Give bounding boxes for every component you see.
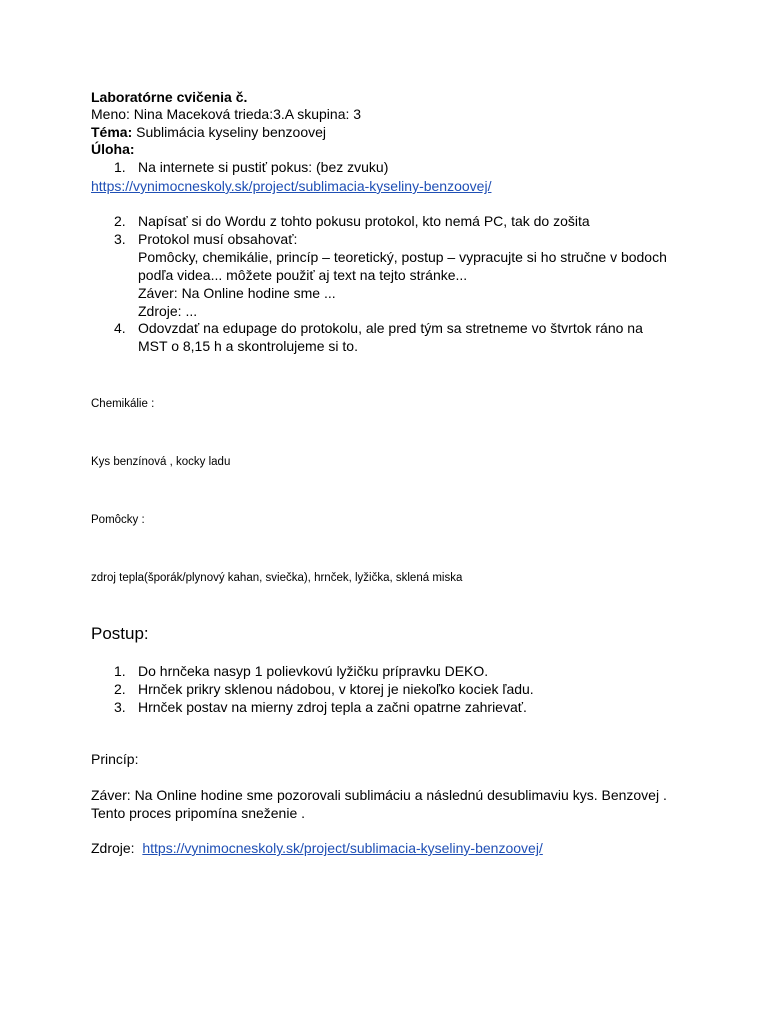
- sources-line: [91, 839, 543, 857]
- task-text: Zdroje: ...: [138, 303, 198, 319]
- topic-value: Sublimácia kyseliny benzoovej: [132, 124, 326, 140]
- task-number: 4.: [114, 320, 126, 336]
- conclusion-line: Záver: Na Online hodine sme pozorovali sublimáciu a následnú desublimaviu kys. Benzovej .: [91, 787, 667, 803]
- tools-value: zdroj tepla(šporák/plynový kahan, sviečka), hrnček, lyžička, sklená miska: [91, 572, 463, 584]
- procedure-heading: Postup:: [91, 624, 149, 643]
- task-text: Odovzdať na edupage do protokolu, ale pred tým sa stretneme vo štvrtok ráno na: [138, 320, 643, 336]
- task-text: podľa videa... môžete použiť aj text na tejto stránke...: [138, 267, 468, 283]
- task-heading: Úloha:: [91, 141, 135, 157]
- task-number: 2.: [114, 213, 126, 229]
- step-number: 1.: [114, 663, 126, 679]
- name-line: [91, 105, 361, 123]
- task-number: 1.: [114, 159, 126, 175]
- topic-line: [91, 123, 326, 141]
- step-text: Do hrnčeka nasyp 1 polievkovú lyžičku prípravku DEKO.: [138, 663, 489, 679]
- task-number: 3.: [114, 231, 126, 247]
- video-link[interactable]: https://vynimocneskoly.sk/project/sublimacia-kyseliny-benzoovej/: [91, 178, 492, 194]
- task-text: Na internete si pustiť pokus: (bez zvuku): [138, 159, 389, 175]
- name-label: Meno:: [91, 106, 130, 122]
- task-text: Napísať si do Wordu z tohto pokusu protokol, kto nemá PC, tak do zošita: [138, 213, 590, 229]
- sources-link[interactable]: https://vynimocneskoly.sk/project/sublimacia-kyseliny-benzoovej/: [142, 840, 543, 856]
- task-text: Pomôcky, chemikálie, princíp – teoretický, postup – vypracujte si ho stručne v bodoch: [138, 249, 667, 265]
- tools-label: Pomôcky :: [91, 514, 145, 526]
- step-number: 2.: [114, 681, 126, 697]
- step-text: Hrnček prikry sklenou nádobou, v ktorej je niekoľko kociek ľadu.: [138, 681, 534, 697]
- principle-label: Princíp:: [91, 751, 139, 767]
- document-title: Laboratórne cvičenia č.: [91, 89, 248, 105]
- step-number: 3.: [114, 699, 126, 715]
- name-value: Nina Maceková trieda:3.A skupina: 3: [129, 106, 362, 122]
- step-text: Hrnček postav na mierny zdroj tepla a začni opatrne zahrievať.: [138, 699, 527, 715]
- conclusion-line: Tento proces pripomína sneženie .: [91, 805, 306, 821]
- chemicals-value: Kys benzínová , kocky ladu: [91, 456, 231, 468]
- video-link-line: [91, 177, 491, 195]
- task-text: MST o 8,15 h a skontrolujeme si to.: [138, 338, 358, 354]
- task-text: Protokol musí obsahovať:: [138, 231, 298, 247]
- sources-label: Zdroje:: [91, 840, 135, 856]
- chemicals-label: Chemikálie :: [91, 398, 155, 410]
- topic-label: Téma:: [91, 124, 133, 140]
- task-text: Záver: Na Online hodine sme ...: [138, 285, 336, 301]
